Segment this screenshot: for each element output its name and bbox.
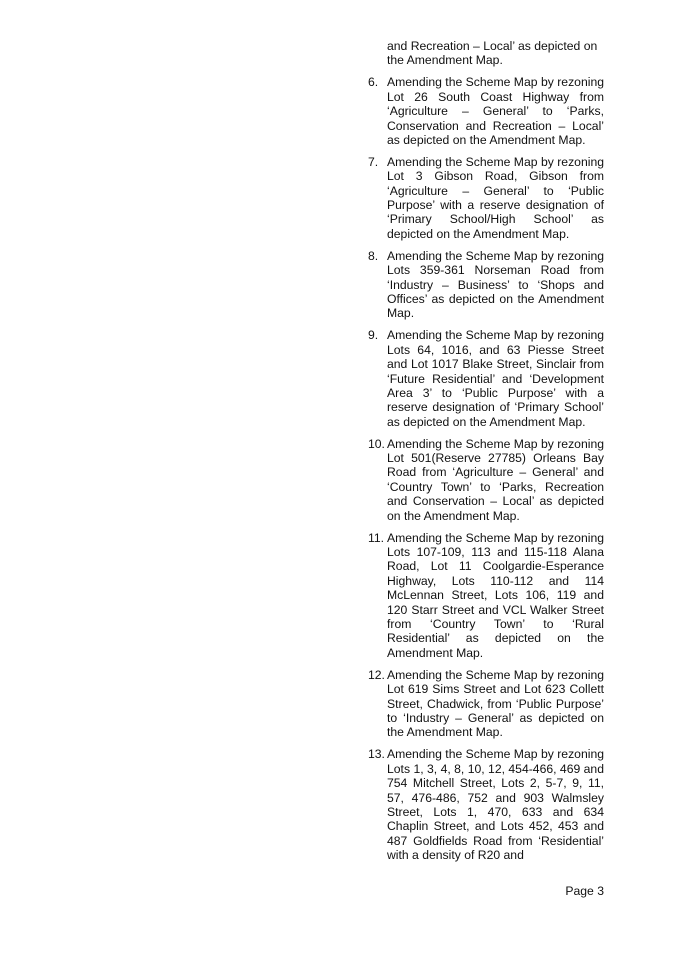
list-item-13 — [368, 747, 604, 862]
page-number: Page 3 — [565, 884, 604, 898]
continuation-paragraph: and Recreation – Local’ as depicted on the Amendment Map. — [387, 39, 598, 68]
item-text: Amending the Scheme Map by rezoning Lot 501(Reserve 27785) Orleans Bay Road from ‘Agriculture – General’ and ‘Country Town’ to ‘Parks, Recreation and Conservation – Local’ as depicted on the Amendment Map. — [387, 436, 604, 523]
item-number: 7. — [368, 154, 379, 169]
item-text: Amending the Scheme Map by rezoning Lot 619 Sims Street and Lot 623 Collett Street, Chadwick, from ‘Public Purpose’ to ‘Industry – General’ as depicted on the Amendment Map. — [387, 667, 604, 740]
item-number: 11. — [368, 530, 385, 545]
amendment-list — [368, 39, 604, 863]
item-text: Amending the Scheme Map by rezoning Lot 26 South Coast Highway from ‘Agriculture – General’ to ‘Parks, Conservation and Recreation – Local’ as depicted on the Amendment Map. — [387, 75, 604, 147]
list-item-8 — [368, 249, 604, 321]
item-number: 10. — [368, 436, 385, 451]
item-text: Amending the Scheme Map by rezoning Lot 3 Gibson Road, Gibson from ‘Agriculture – General’ to ‘Public Purpose’ with a reserve designation of ‘Primary School/High School’ as depicted on the Amendment Map. — [387, 154, 604, 241]
list-item-11 — [368, 531, 604, 661]
list-item-10 — [368, 437, 604, 523]
item-number: 12. — [368, 667, 385, 682]
item-number: 9. — [368, 328, 379, 343]
list-item-9 — [368, 328, 604, 429]
item-text: Amending the Scheme Map by rezoning Lots 359-361 Norseman Road from ‘Industry – Business’ to ‘Shops and Offices’ as depicted on the Amendment Map. — [387, 248, 604, 321]
item-number: 8. — [368, 248, 379, 263]
item-number: 13. — [368, 747, 385, 762]
item-text: Amending the Scheme Map by rezoning Lots 64, 1016, and 63 Piesse Street and Lot 1017 Blake Street, Sinclair from ‘Future Residential’ and ‘Development Area 3’ to ‘Public Purpose’ with a reserve designation of ‘Primary School’ as depicted on the Amendment Map. — [387, 328, 604, 429]
item-text: Amending the Scheme Map by rezoning Lots 107-109, 113 and 115-118 Alana Road, Lot 11 Coolgardie-Esperance Highway, Lots 110-112 and 114 McLennan Street, Lots 106, 119 and 120 Starr Street and VCL Walker Street from ‘Country Town’ to ‘Rural Residential’ as depicted on the Amendment Map. — [387, 530, 604, 660]
list-item-7 — [368, 155, 604, 241]
item-text: Amending the Scheme Map by rezoning Lots 1, 3, 4, 8, 10, 12, 454-466, 469 and 754 Mitchell Street, Lots 2, 5-7, 9, 11, 57, 476-486, 752 and 903 Walmsley Street, Lots 1, 470, 633 and 634 Chaplin Street, and Lots 452, 453 and 487 Goldfields Road from ‘Residential’ with a density of R20 and — [387, 747, 604, 863]
item-number: 6. — [368, 75, 379, 90]
list-item-12 — [368, 668, 604, 740]
list-item-6 — [368, 75, 604, 147]
